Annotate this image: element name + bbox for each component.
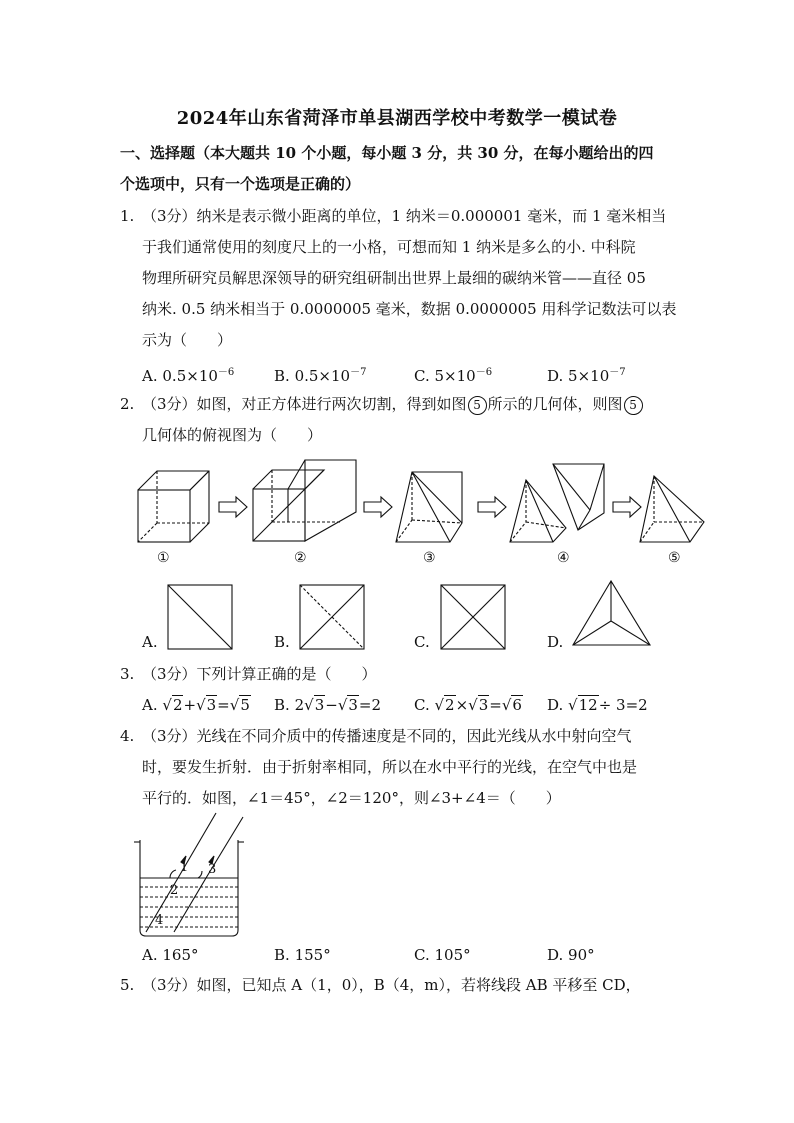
option-text: 155° bbox=[294, 946, 331, 964]
beaker-figure bbox=[134, 813, 244, 936]
radicand: 3 bbox=[206, 696, 217, 714]
arrow-4 bbox=[613, 497, 641, 517]
q4-option-c[interactable] bbox=[414, 943, 471, 967]
option-key: D. bbox=[547, 367, 564, 385]
operator: − bbox=[325, 696, 338, 714]
option-key: C. bbox=[414, 696, 430, 714]
result: ÷ 3=2 bbox=[598, 696, 648, 714]
question-number: 5. bbox=[120, 976, 135, 994]
question-4 bbox=[120, 721, 680, 814]
question-number: 1. bbox=[120, 207, 135, 225]
angle-label-2: 2 bbox=[170, 883, 179, 898]
q3-option-d[interactable]: D. √12÷ 3=2 bbox=[547, 696, 648, 714]
q1-line-1: （3分）纳米是表示微小距离的单位，1 纳米＝0.000001 毫米，而 1 毫米相当 bbox=[142, 207, 667, 225]
view-option-c bbox=[441, 585, 505, 649]
option-key: B. bbox=[274, 946, 290, 964]
option-key: A. bbox=[142, 367, 158, 385]
q4-option-b[interactable] bbox=[274, 943, 331, 967]
option-key: A. bbox=[142, 696, 158, 714]
option-text: 165° bbox=[162, 946, 199, 964]
q3-line-1: （3分）下列计算正确的是（ ） bbox=[142, 665, 377, 683]
q4-option-a[interactable] bbox=[142, 943, 199, 967]
radicand: 6 bbox=[512, 696, 522, 714]
angle-label-1: 1 bbox=[180, 860, 189, 875]
figure-wedge-3 bbox=[396, 472, 462, 542]
circled-number: 5 bbox=[468, 396, 487, 415]
option-exponent: －7 bbox=[350, 367, 367, 378]
option-text: 0.5×10 bbox=[294, 367, 351, 385]
figure-label-3: ③ bbox=[423, 550, 436, 566]
operator: + bbox=[183, 696, 197, 714]
option-key: A. bbox=[142, 946, 158, 964]
question-5 bbox=[120, 970, 680, 1001]
q2-line-1a: （3分）如图，对正方体进行两次切割，得到如图 bbox=[142, 395, 467, 413]
option-key: C. bbox=[414, 946, 430, 964]
operator: × bbox=[455, 696, 469, 714]
section-line-1: 一、选择题（本大题共 10 个小题，每小题 3 分，共 30 分，在每小题给出的四 bbox=[120, 144, 654, 162]
option-text: 5×10 bbox=[568, 367, 610, 385]
q3-option-c[interactable]: C. √2×√3=√6 bbox=[414, 696, 522, 714]
q2-option-a[interactable]: A. bbox=[142, 633, 158, 651]
figure-label-1: ① bbox=[157, 550, 170, 566]
radicand: 3 bbox=[348, 696, 358, 714]
question-number: 3. bbox=[120, 665, 135, 683]
q3-option-b[interactable]: B. 2√3−√3=2 bbox=[274, 696, 382, 714]
radicand: 5 bbox=[240, 696, 250, 714]
q2-line-1b: 所示的几何体，则图 bbox=[487, 395, 623, 413]
arrow-3 bbox=[478, 497, 506, 517]
q4-line-1: （3分）光线在不同介质中的传播速度是不同的，因此光线从水中射向空气 bbox=[142, 727, 632, 745]
figure-pyramid-5 bbox=[640, 476, 704, 542]
question-3 bbox=[120, 659, 680, 690]
section-line-2: 个选项中，只有一个选项是正确的） bbox=[120, 175, 361, 193]
q5-line-1: （3分）如图，已知点 A（1，0），B（4，m），若将线段 AB 平移至 CD， bbox=[142, 976, 641, 994]
option-exponent: －6 bbox=[475, 367, 493, 378]
view-option-b bbox=[300, 585, 364, 649]
figure-label-2: ② bbox=[294, 550, 307, 566]
view-option-d bbox=[573, 581, 650, 645]
q2-option-d[interactable]: D. bbox=[547, 633, 564, 651]
operator: = bbox=[217, 696, 230, 714]
q1-line-2: 于我们通常使用的刻度尺上的一小格，可想而知 1 纳米是多么的小. 中科院 bbox=[142, 238, 636, 256]
question-number: 2. bbox=[120, 395, 135, 413]
q2-option-b[interactable]: B. bbox=[274, 633, 290, 651]
operator: = bbox=[489, 696, 502, 714]
option-exponent: －6 bbox=[217, 367, 235, 378]
radicand: 2 bbox=[445, 696, 455, 714]
option-text: 0.5×10 bbox=[162, 367, 218, 385]
circled-number: 5 bbox=[624, 396, 643, 415]
option-key: D. bbox=[547, 696, 564, 714]
q1-line-5: 示为（ ） bbox=[142, 331, 233, 349]
figure-cube-2 bbox=[253, 460, 356, 541]
option-text: 105° bbox=[434, 946, 471, 964]
option-exponent: －7 bbox=[609, 367, 626, 378]
arrow-1 bbox=[219, 497, 247, 517]
arrow-2 bbox=[364, 497, 392, 517]
option-text: 90° bbox=[568, 946, 595, 964]
q2-option-c[interactable]: C. bbox=[414, 633, 430, 651]
result: =2 bbox=[358, 696, 382, 714]
radicand: 2 bbox=[172, 696, 183, 714]
q1-line-3: 物理所研究员解思深领导的研究组研制出世界上最细的碳纳米管——直径 05 bbox=[142, 269, 646, 287]
option-key: B. bbox=[274, 696, 290, 714]
radicand: 12 bbox=[578, 696, 598, 714]
radicand: 3 bbox=[314, 696, 325, 714]
option-key: D. bbox=[547, 946, 564, 964]
option-key: C. bbox=[414, 367, 430, 385]
view-option-a bbox=[168, 585, 232, 649]
page-title: 2024年山东省菏泽市单县湖西学校中考数学一模试卷 bbox=[176, 108, 618, 129]
q4-option-d[interactable] bbox=[547, 943, 595, 967]
figure-pieces-4 bbox=[510, 464, 604, 542]
figure-label-5: ⑤ bbox=[668, 550, 681, 566]
figure-label-4: ④ bbox=[557, 550, 570, 566]
angle-label-4: 4 bbox=[155, 913, 164, 928]
q1-line-4: 纳米. 0.5 纳米相当于 0.0000005 毫米，数据 0.0000005 用科学记数法可以表 bbox=[142, 300, 677, 318]
figure-cube-1 bbox=[138, 471, 209, 542]
option-text: 5×10 bbox=[434, 367, 476, 385]
q3-option-a[interactable]: A. √2+√3=√5 bbox=[142, 696, 250, 714]
option-key: B. bbox=[274, 367, 290, 385]
angle-label-3: 3 bbox=[208, 862, 217, 877]
q2-line-2: 几何体的俯视图为（ ） bbox=[142, 426, 323, 444]
coefficient: 2 bbox=[294, 696, 305, 714]
question-number: 4. bbox=[120, 727, 135, 745]
radicand: 3 bbox=[478, 696, 489, 714]
q4-line-2: 时，要发生折射．由于折射率相同，所以在水中平行的光线，在空气中也是 bbox=[142, 758, 638, 776]
q4-line-3: 平行的．如图，∠1＝45°，∠2＝120°，则∠3+∠4＝（ ） bbox=[142, 789, 561, 807]
